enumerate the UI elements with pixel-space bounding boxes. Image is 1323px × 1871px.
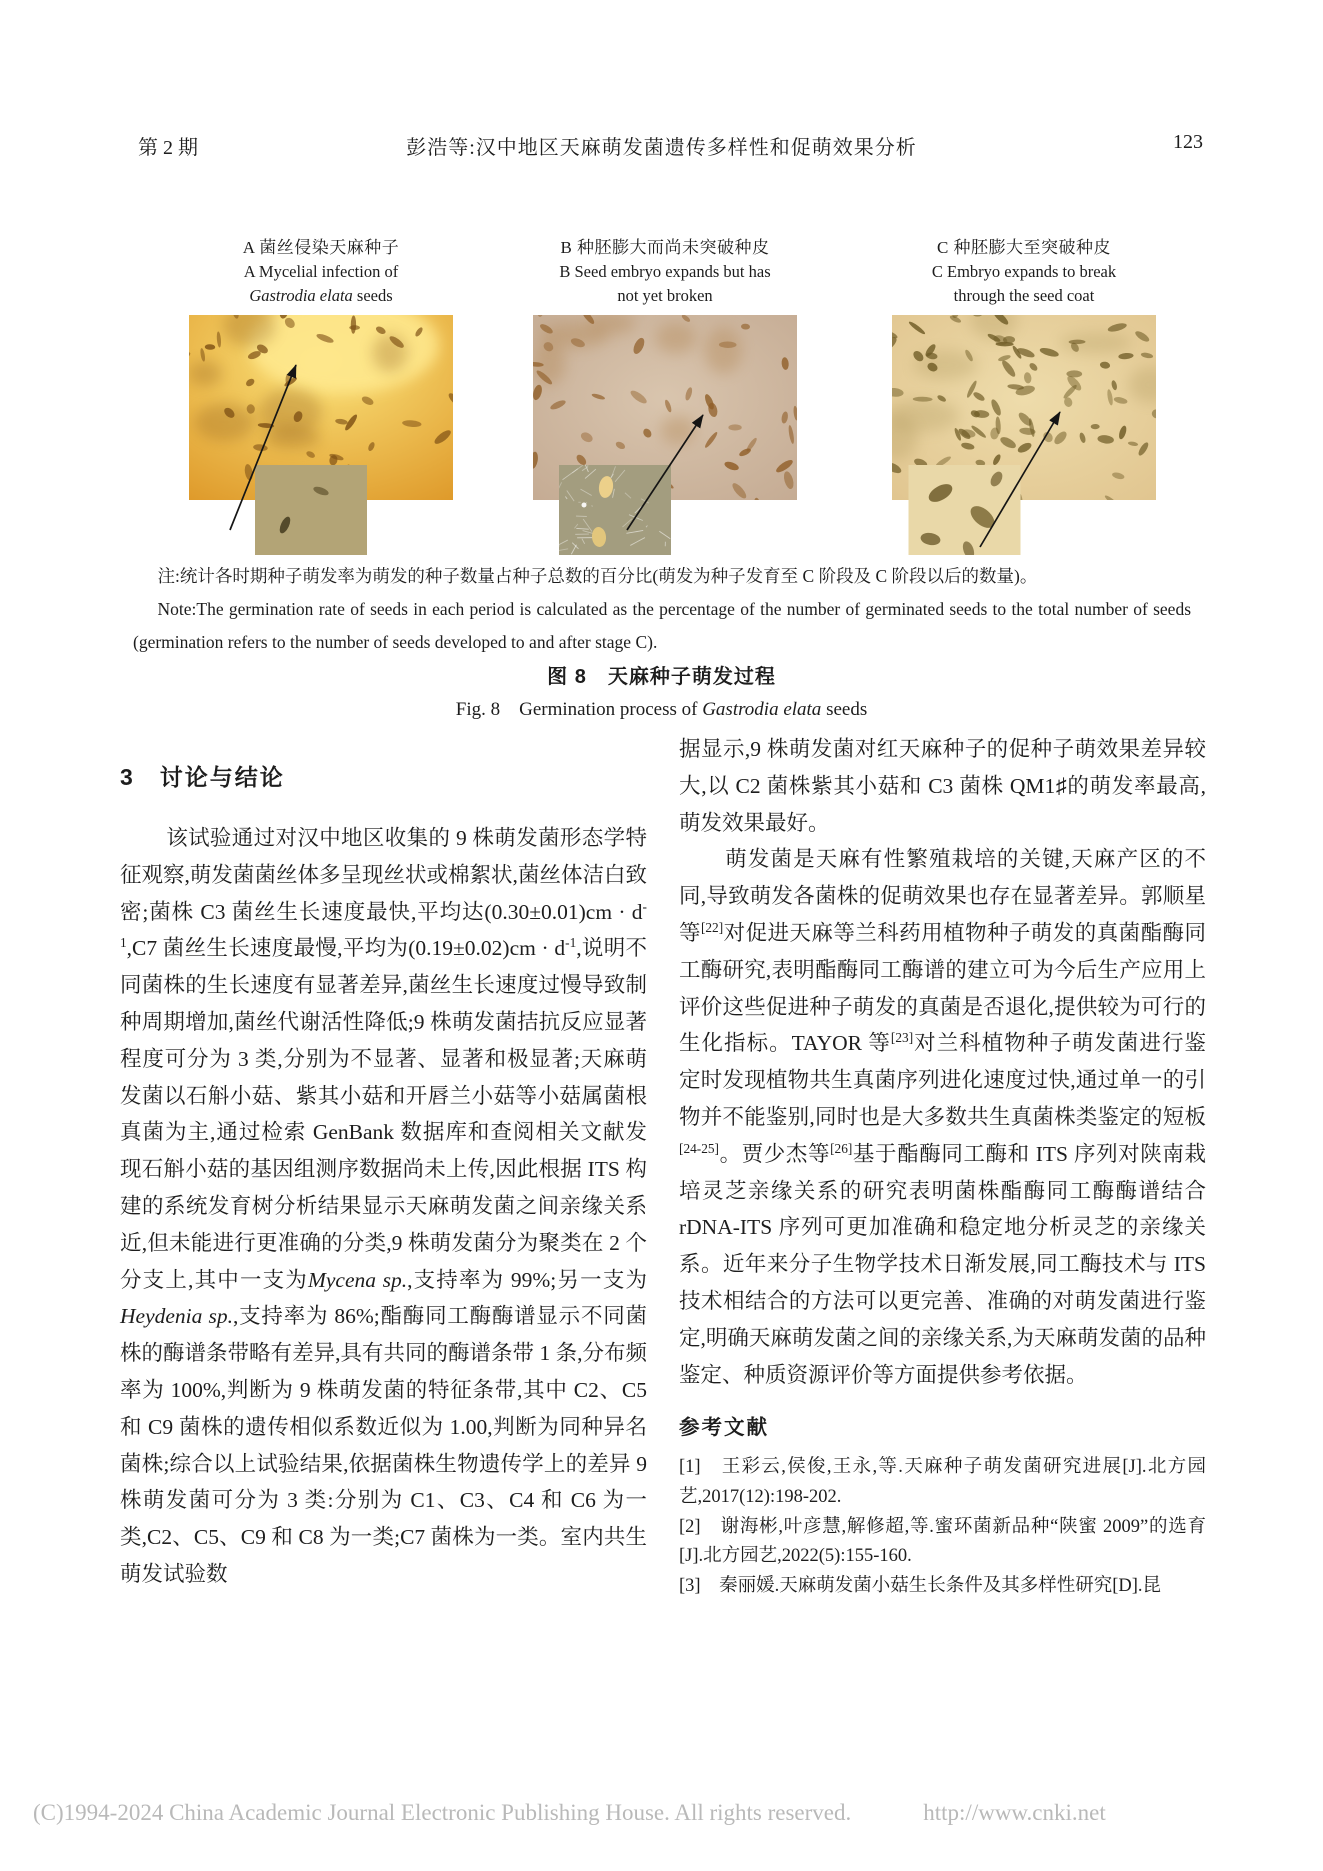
figure-panel-c bbox=[892, 236, 1156, 572]
panel-a-caption-en2: Gastrodia elata seeds bbox=[249, 286, 393, 305]
left-column bbox=[120, 756, 647, 1593]
cnki-footer bbox=[33, 1800, 1313, 1826]
discussion-paragraph-1-continued: 据显示,9 株萌发菌对红天麻种子的促种子萌效果差异较大,以 C2 菌株紫其小菇和 C3 菌株 QM1♯的萌发率最高,萌发效果最好。 bbox=[679, 737, 1206, 835]
figure-panel-a bbox=[189, 236, 453, 572]
panel-c-caption-en2: through the seed coat bbox=[953, 286, 1095, 305]
journal-issue: 第 2 期 bbox=[138, 137, 198, 159]
references-list bbox=[679, 1453, 1206, 1601]
panel-a-caption-en1: A Mycelial infection of bbox=[243, 262, 399, 281]
reference-item: [1] 王彩云,侯俊,王永,等.天麻种子萌发菌研究进展[J].北方园艺,2017(12):198-202. bbox=[679, 1457, 1206, 1507]
panel-a-caption bbox=[141, 236, 501, 308]
panel-c-caption bbox=[844, 236, 1204, 308]
panel-c-caption-en1: C Embryo expands to break bbox=[931, 262, 1117, 281]
figure-caption-cn: 图 8 天麻种子萌发过程 bbox=[547, 666, 776, 688]
discussion-paragraph-1: 该试验通过对汉中地区收集的 9 株萌发菌形态学特征观察,萌发菌菌丝体多呈现丝状或棉絮状,菌丝体洁白致密;菌株 C3 菌丝生长速度最快,平均达$(0.30\pm 0.01)cm \cdot d^{-1},C7$ 菌丝生长速度最慢,平均为$(0.19\pm 0.02)cm \cdot d^{-1}$,说明不同菌株的生长速度有显著差异,菌丝生长速度过慢导致制种周期增加,菌丝代谢活性降低;9 株萌发菌拮抗反应显著程度可分为 3 类,分别为不显著、显著和极显著;天麻萌发菌以石斛小菇、紫其小菇和开唇兰小菇等小菇属菌根真菌为主,通过检索 GenBank 数据库和查阅相关文献发现石斛小菇的基因组测序数据尚未上传,因此根据 ITS 构建的系统发育树分析结果显示天麻萌发菌之间亲缘关系近,但未能进行更准确的分类,9 株萌发菌分为聚类在 2 个分支上,其中一支为Mycena sp.,支持率为 99%;另一支为 Heydenia sp.,支持率为 86%;酯酶同工酶酶谱显示不同菌株的酶谱条带略有差异,具有共同的酶谱条带 1 条,分布频率为 100%,判断为 9 株萌发菌的特征条带,其中 C2、C5 和 C9 菌株的遗传相似系数近似为 1.00,判断为同种异名菌株;综合以上试验结果,依据菌株生物遗传学上的差异 9 株萌发菌可分为 3 类:分别为 C1、C3、C4 和 C6 为一类,C2、C5、C9 和 C8 为一类;C7 菌株为一类。室内共生萌发试验数 bbox=[120, 826, 647, 1586]
panel-c-caption-cn: C 种胚膨大至突破种皮 bbox=[936, 238, 1112, 257]
panel-a-caption-cn: A 菌丝侵染天麻种子 bbox=[242, 238, 400, 257]
micrograph-c-inset bbox=[907, 465, 1022, 555]
footer-copyright: (C)1994-2024 China Academic Journal Electronic Publishing House. All rights reserved. bbox=[33, 1800, 852, 1825]
figure-note-cn: 注:统计各时期种子萌发率为萌发的种子数量占种子总数的百分比(萌发为种子发育至 C 阶段及 C 阶段以后的数量)。 bbox=[157, 566, 1038, 586]
figure-panel-b bbox=[533, 236, 797, 572]
reference-item: [3] 秦丽媛.天麻萌发菌小菇生长条件及其多样性研究[D].昆 bbox=[679, 1575, 1162, 1596]
right-column bbox=[679, 731, 1206, 1601]
running-title: 彭浩等:汉中地区天麻萌发菌遗传多样性和促萌效果分析 bbox=[406, 137, 917, 159]
figure-note bbox=[133, 560, 1191, 659]
micrograph-b-inset bbox=[559, 465, 671, 555]
panel-b-caption-cn: B 种胚膨大而尚未突破种皮 bbox=[560, 238, 770, 257]
references-heading: 参考文献 bbox=[679, 1416, 769, 1440]
section-heading: 3 讨论与结论 bbox=[120, 764, 285, 790]
micrograph-a-inset bbox=[255, 465, 367, 555]
panel-b-caption bbox=[485, 236, 845, 308]
figure-note-en: Note:The germination rate of seeds in each period is calculated as the percentage of the number of germinated seeds to the total number of seeds (germination refers to the number of seeds developed to and after stage C). bbox=[133, 599, 1191, 652]
figure-caption-en: Fig. 8 Germination process of Gastrodia elata seeds bbox=[455, 699, 868, 720]
discussion-paragraph-2: 萌发菌是天麻有性繁殖栽培的关键,天麻产区的不同,导致萌发各菌株的促萌效果也存在显著差异。郭顺星等[22]对促进天麻等兰科药用植物种子萌发的真菌酯酶同工酶研究,表明酯酶同工酶谱的建立可为今后生产应用上评价这些促进种子萌发的真菌是否退化,提供较为可行的生化指标。TAYOR 等[23]对兰科植物种子萌发菌进行鉴定时发现植物共生真菌序列进化速度过快,通过单一的引物并不能鉴别,同时也是大多数共生真菌株类鉴定的短板[24-25]。贾少杰等[26]基于酯酶同工酶和 ITS 序列对陕南栽培灵芝亲缘关系的研究表明菌株酯酶同工酶酶谱结合 rDNA-ITS 序列可更加准确和稳定地分析灵芝的亲缘关系。近年来分子生物学技术日渐发展,同工酶技术与 ITS 技术相结合的方法可以更完善、准确的对萌发菌进行鉴定,明确天麻萌发菌之间的亲缘关系,为天麻萌发菌的品种鉴定、种质资源评价等方面提供参考依据。 bbox=[679, 847, 1206, 1387]
panel-b-caption-en2: not yet broken bbox=[617, 286, 713, 305]
panel-b-caption-en1: B Seed embryo expands but has bbox=[559, 262, 771, 281]
page-number: 123 bbox=[1173, 131, 1203, 153]
footer-url: http://www.cnki.net bbox=[923, 1800, 1106, 1825]
reference-item: [2] 谢海彬,叶彦慧,解修超,等.蜜环菌新品种“陕蜜 2009”的选育[J].北方园艺,2022(5):155-160. bbox=[679, 1516, 1206, 1567]
